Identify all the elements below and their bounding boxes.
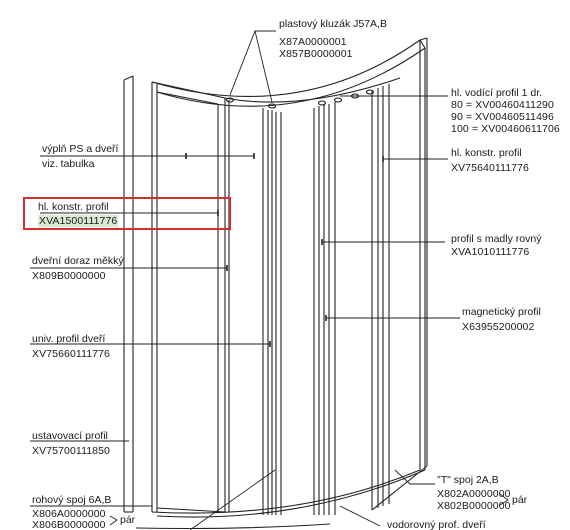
- t-joint-pair: pár: [512, 494, 528, 506]
- top-guide-code-90: 90 = XV00460511496: [451, 111, 554, 123]
- t-joint-code-a: X802A0000000: [437, 488, 511, 500]
- handle-profile-title: profil s madly rovný: [451, 233, 542, 245]
- door-stop-code: X809B0000000: [32, 270, 106, 282]
- frame-right-code: XV75640111776: [451, 162, 529, 174]
- univ-profile-code: XV75660111776: [32, 348, 110, 360]
- frame-left-title: hl. konstr. profil: [38, 201, 109, 213]
- adjust-profile-title: ustavovací profil: [32, 430, 108, 442]
- fill-title: výplň PS a dveří: [42, 143, 119, 155]
- corner-joint-code-b: X806B0000000: [32, 519, 106, 530]
- floor-edge: [136, 524, 330, 529]
- fill-subtitle: viz. tabulka: [42, 158, 95, 170]
- corner-joint-code-a: X806A0000000: [32, 508, 106, 520]
- left-fixed-panel: [152, 82, 229, 512]
- handle-profile-code: XVA1010111776: [451, 246, 530, 258]
- adjust-profile-code: XV75700111850: [32, 445, 110, 457]
- top-guide-code-100: 100 = XV00460611706: [451, 123, 560, 135]
- door-profiles: [263, 102, 335, 515]
- magnetic-code: X63955200002: [462, 321, 535, 333]
- bottom-profile-title: vodorovný prof. dveří: [387, 519, 486, 530]
- slider-code-1: X87A0000001: [279, 36, 347, 48]
- t-joint-title: "T" spoj 2A,B: [437, 474, 499, 486]
- magnetic-title: magnetický profil: [462, 306, 541, 318]
- slider-title: plastový kluzák J57A,B: [279, 18, 387, 30]
- slider-code-2: X857B0000001: [279, 48, 353, 60]
- t-joint-code-b: X802B0000000: [437, 500, 511, 512]
- corner-joint-pair: pár: [120, 514, 136, 526]
- top-guide-title: hl. vodící profil 1 dr.: [451, 87, 543, 99]
- univ-profile-title: univ. profil dveří: [32, 333, 106, 345]
- corner-joint-title: rohový spoj 6A,B: [32, 494, 112, 506]
- leader-slider: [230, 31, 276, 102]
- wall-post-left: [124, 76, 133, 512]
- frame-left-code: XVA1500111776: [39, 215, 118, 227]
- top-guide-code-80: 80 = XV00460411290: [451, 99, 554, 111]
- frame-right-title: hl. konstr. profil: [451, 147, 522, 159]
- door-stop-title: dveřní doraz měkký: [32, 255, 124, 267]
- bottom-rail: [152, 466, 427, 517]
- frame-left-code-wrap: [38, 215, 118, 227]
- right-fixed-panel: [372, 38, 427, 510]
